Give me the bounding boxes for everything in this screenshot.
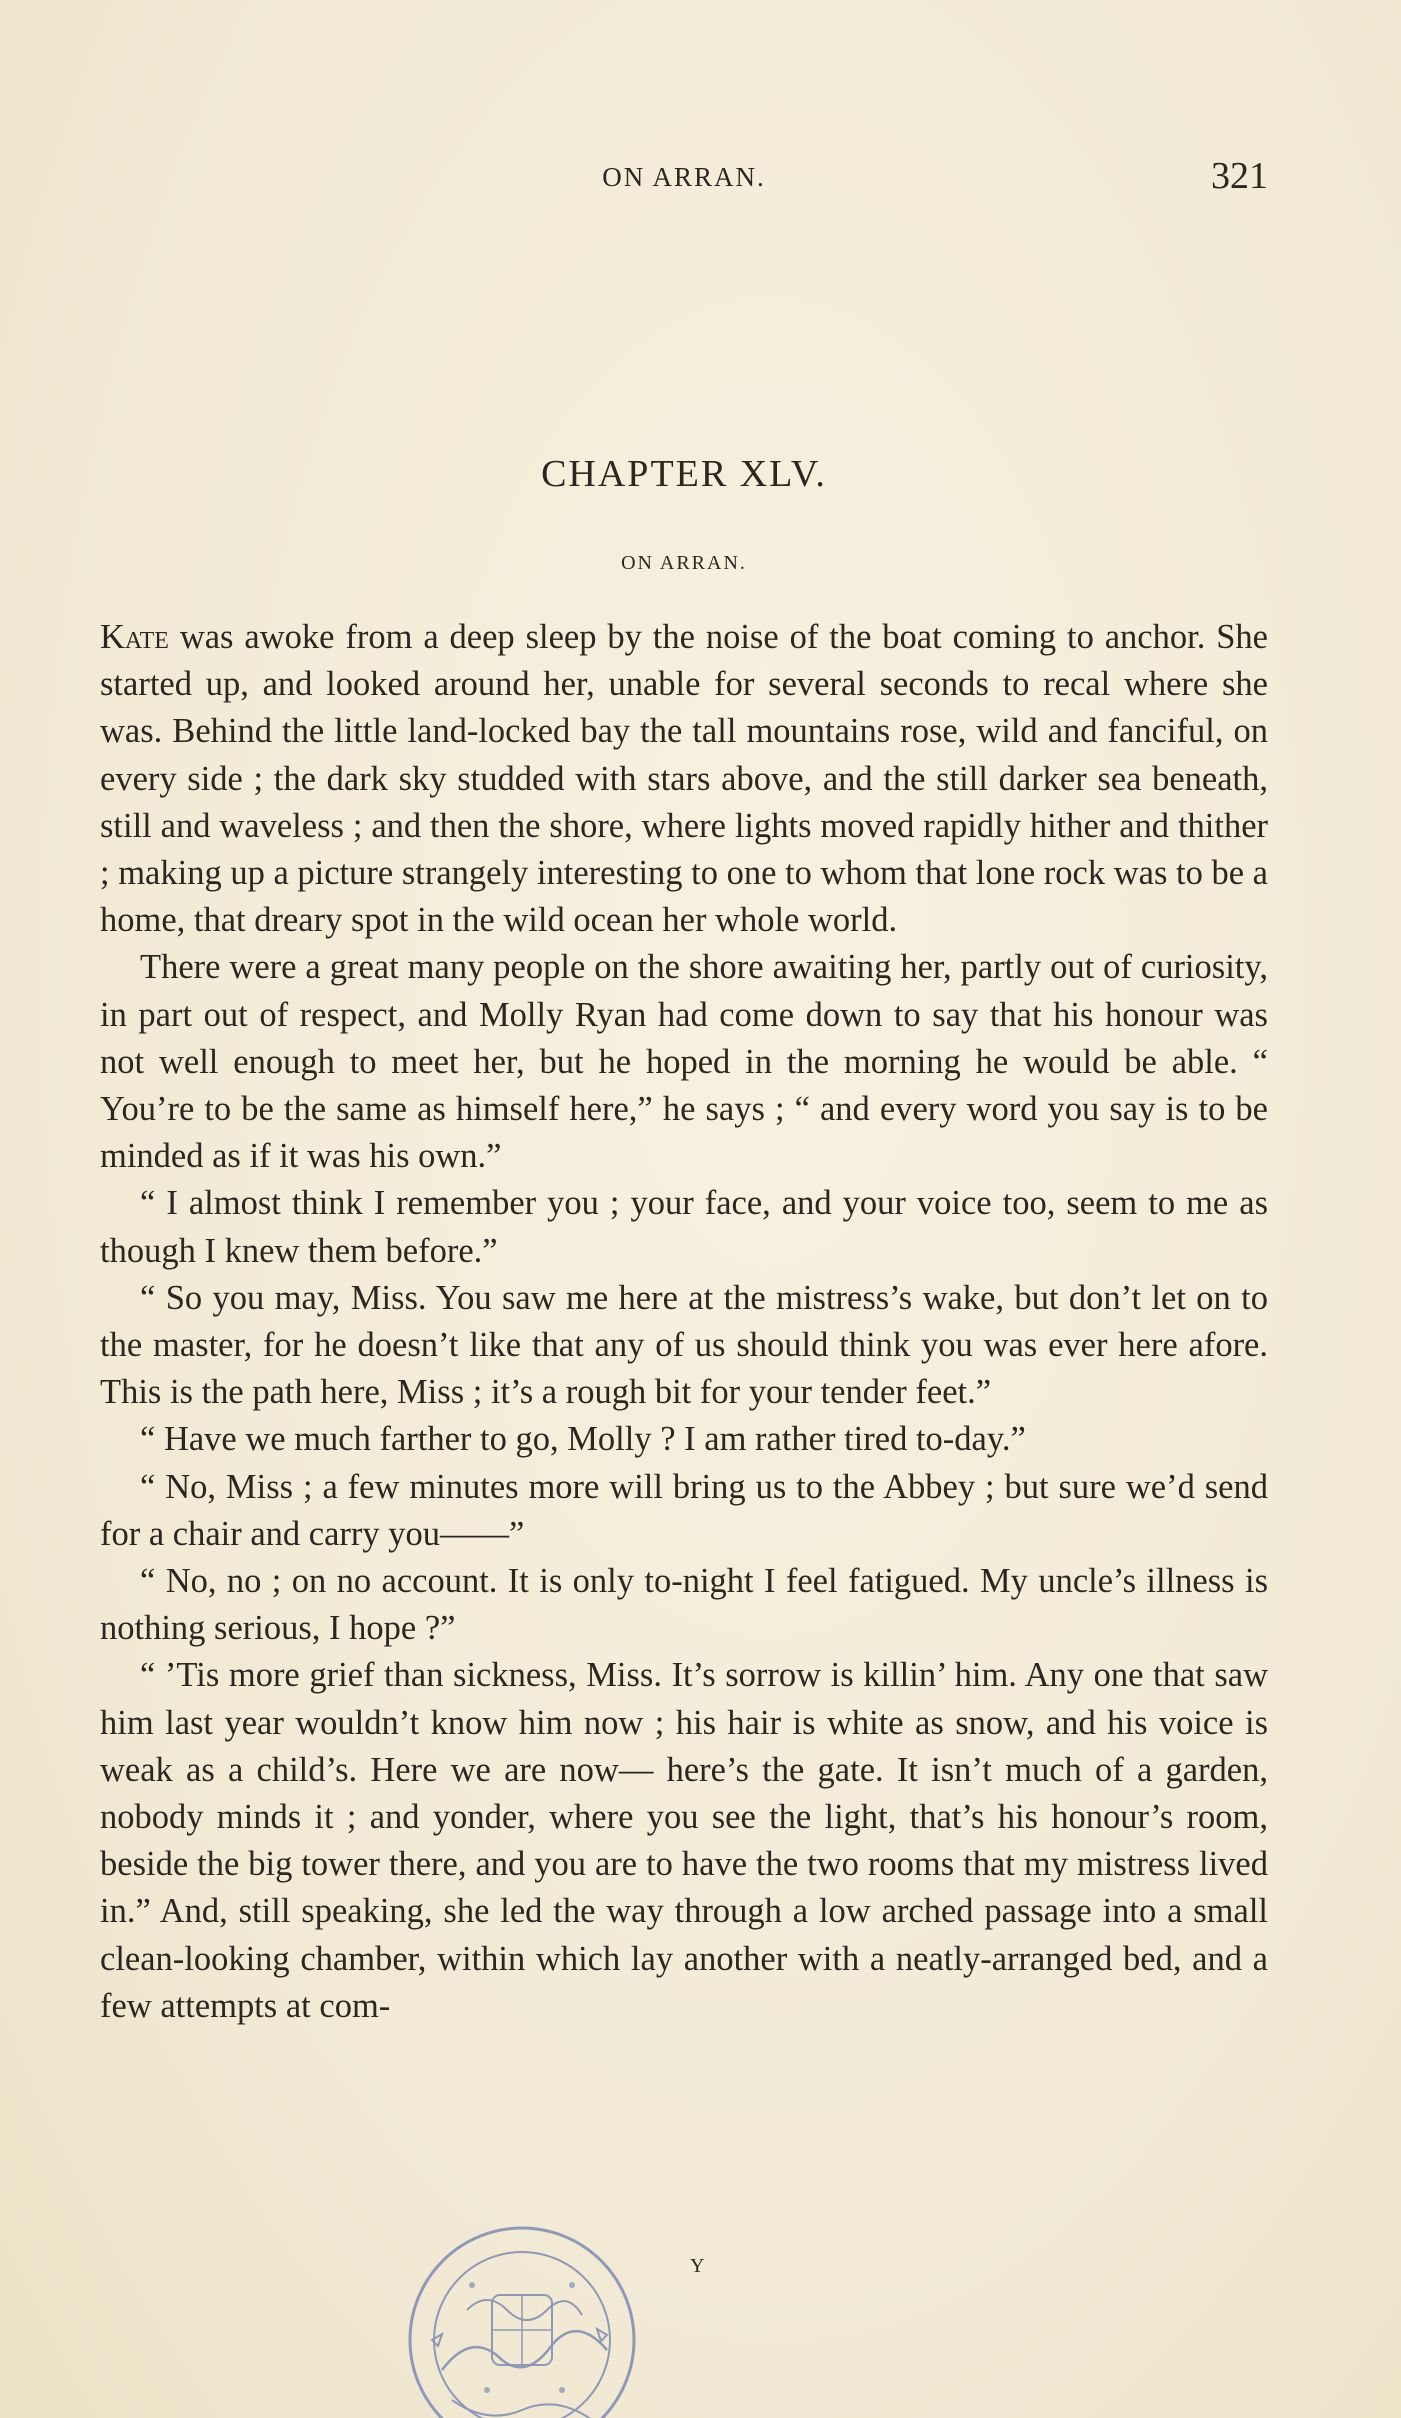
paragraph-4: “ So you may, Miss. You saw me here at the mistress’s wake, but don’t let on to the master, for he doesn’t like that any of us should think you was ever here afore. This is the path here, Miss ; it’s a rough bit for your tender feet.” — [100, 1278, 1268, 1412]
paragraph-3: “ I almost think I remember you ; your face, and your voice too, seem to me as though I knew them before.” — [100, 1184, 1268, 1270]
signature-mark: Y — [690, 2255, 705, 2277]
page-number: 321 — [1211, 155, 1268, 197]
chapter-title: CHAPTER XLV. — [541, 453, 827, 495]
paragraph-5: “ Have we much farther to go, Molly ? I am rather tired to-day.” — [140, 1420, 1026, 1459]
paragraph-2: There were a great many people on the shore awaiting her, partly out of curiosity, in part out of respect, and Molly Ryan had come down to say that his honour was not well enough to meet her, but he hoped in the morning he would be able. “ You’re to be the same as himself here,” he says ; “ and every word you say is to be minded as if it was his own.” — [100, 948, 1268, 1176]
paragraph-1 — [100, 614, 1268, 944]
paragraph-8: “ ’Tis more grief than sickness, Miss. It’s sorrow is killin’ him. Any one that saw him last year wouldn’t know him now ; his hair is white as snow, and his voice is weak as a child’s. Here we are now— here’s the gate. It isn’t much of a garden, nobody minds it ; and yonder, where you see the light, that’s his honour’s room, beside the big tower there, and you are to have the two rooms that my mistress lived in.” And, still speaking, she led the way through a low arched passage into a small clean-looking chamber, within which lay another with a neatly-arranged bed, and a few attempts at com- — [100, 1656, 1268, 2025]
running-head — [100, 155, 1268, 208]
running-title: ON ARRAN. — [602, 162, 766, 192]
chapter-subtitle: ON ARRAN. — [621, 552, 747, 574]
paragraph-7: “ No, no ; on no account. It is only to-night I feel fatigued. My uncle’s illness is nothing serious, I hope ?” — [100, 1562, 1268, 1648]
library-stamp — [372, 2200, 672, 2418]
paragraph-text: was awoke from a deep sleep by the noise of the boat coming to anchor. She started up, and looked around her, unable for several seconds to recal where she was. Behind the little land-locked bay the tall mountains rose, wild and fanciful, on every side ; the dark sky studded with stars above, and the still darker sea beneath, still and waveless ; and then the shore, where lights moved rapidly hither and thither ; making up a picture strangely interesting to one to whom that lone rock was to be a home, that dreary spot in the wild ocean her whole world. — [100, 618, 1268, 940]
lead-word: Kate — [100, 618, 169, 656]
stamp-seal-icon — [372, 2200, 672, 2418]
body-text — [100, 614, 1268, 2030]
paragraph-6: “ No, Miss ; a few minutes more will bring us to the Abbey ; but sure we’d send for a chair and carry you——” — [100, 1467, 1268, 1553]
